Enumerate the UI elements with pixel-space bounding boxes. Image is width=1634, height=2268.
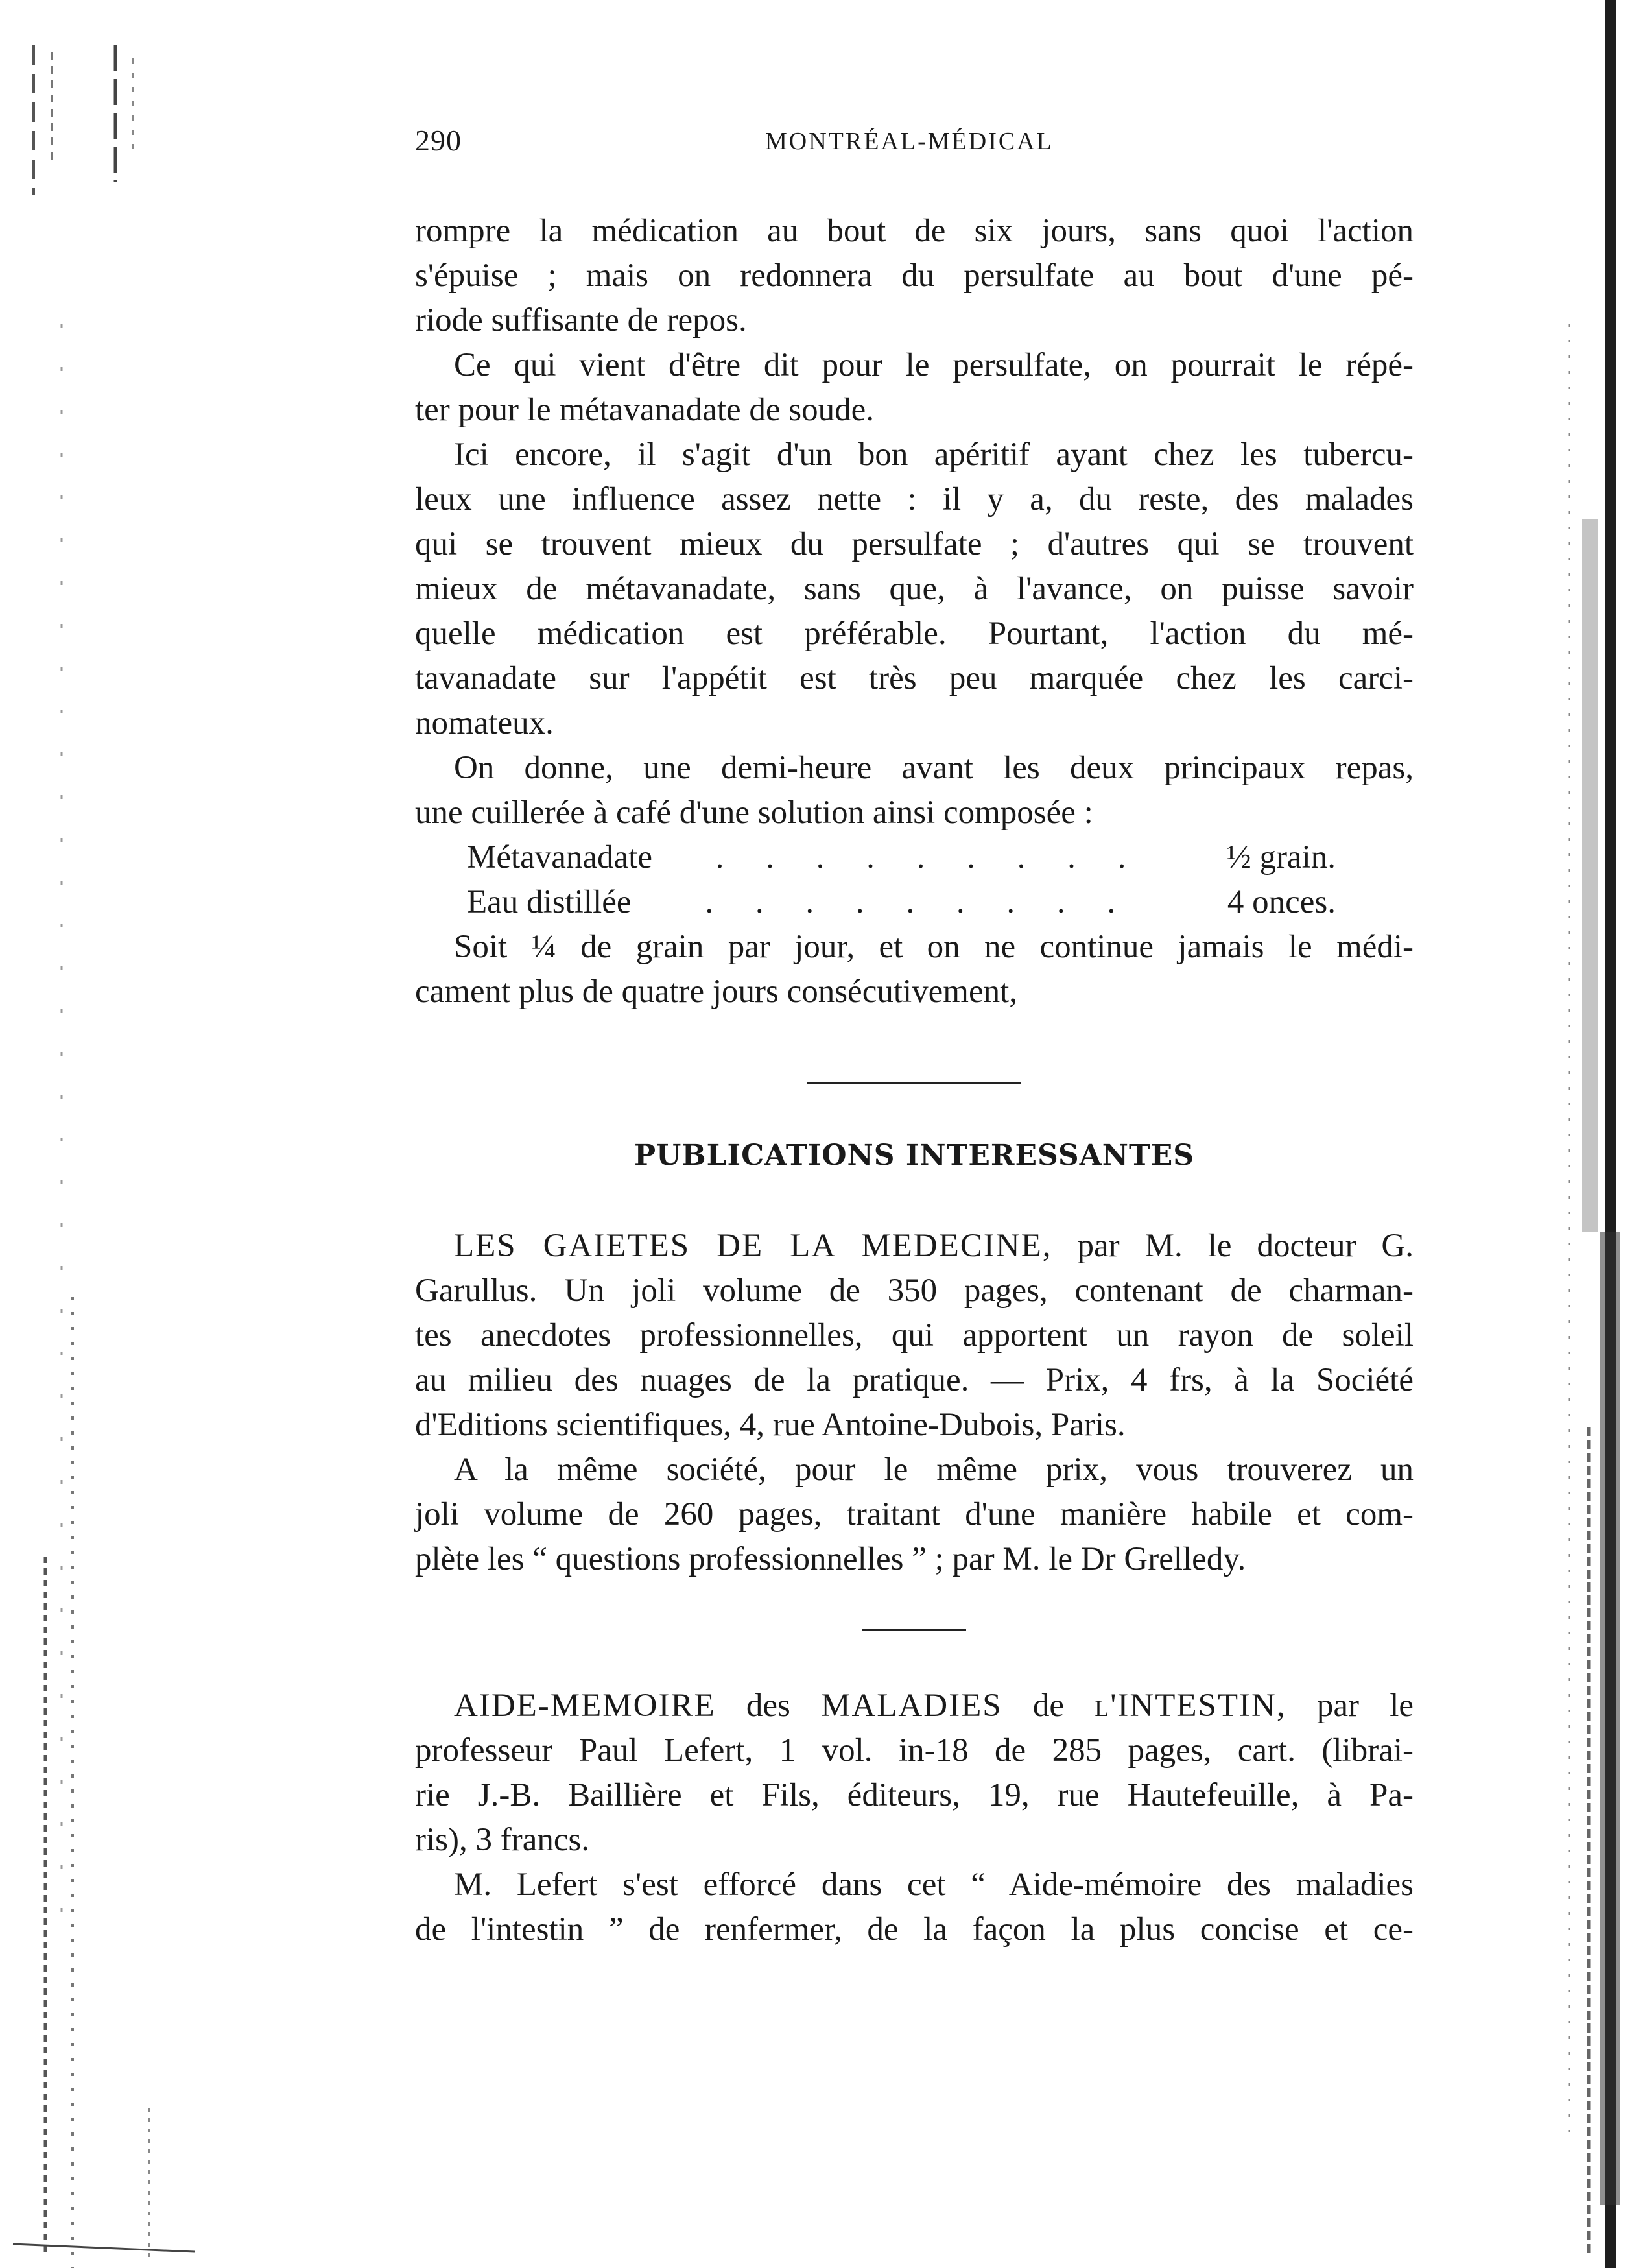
text-line: Soit ¼ de grain par jour, et on ne continue jamais le médi- [454, 929, 1414, 965]
text-line: ter pour le métavanadate de soude. [415, 392, 875, 428]
paragraph-aperitif [415, 433, 1414, 746]
section-divider [862, 1629, 966, 1631]
page-header [415, 123, 1414, 175]
text-line: une cuillerée à café d'une solution ainsi composée : [415, 794, 1093, 831]
paragraph-conclusion [415, 925, 1414, 1014]
section-divider [807, 1082, 1021, 1084]
recipe-dots: . . . . . . . . . [705, 884, 1133, 920]
publication-questions [415, 1448, 1414, 1582]
text-line: Ici encore, il s'agit d'un bon apéritif ayant chez les tubercu- [454, 436, 1414, 473]
text-line: M. Lefert s'est efforcé dans cet “ Aide-mémoire des maladies [454, 1867, 1414, 1903]
text-fragment: des [715, 1688, 822, 1724]
recipe-row [467, 880, 1336, 925]
text-line: professeur Paul Lefert, 1 vol. in-18 de 285 pages, cart. (librai- [415, 1732, 1414, 1769]
recipe-quantity: ½ grain. [1226, 839, 1336, 876]
recipe-quantity: 4 onces. [1227, 884, 1336, 920]
text-line: au milieu des nuages de la pratique. — Prix, 4 frs, à la Société [415, 1362, 1414, 1398]
text-line: leux une influence assez nette : il y a, du reste, des malades [415, 481, 1414, 518]
publication-title: AIDE-MEMOIRE [454, 1688, 716, 1724]
section-title: PUBLICATIONS INTERESSANTES [633, 1139, 1195, 1172]
text-line: On donne, une demi-heure avant les deux principaux repas, [454, 750, 1414, 786]
text-line: ris), 3 francs. [415, 1822, 590, 1858]
text-line: tes anecdotes professionnelles, qui apportent un rayon de soleil [415, 1317, 1414, 1354]
publication-title: l'INTESTIN, [1095, 1688, 1286, 1724]
text-line: cament plus de quatre jours consécutivement, [415, 973, 1018, 1010]
text-line: d'Editions scientifiques, 4, rue Antoine-Dubois, Paris. [415, 1407, 1126, 1443]
text-line: tavanadate sur l'appétit est très peu marquée chez les carci- [415, 660, 1414, 697]
paragraph-lefert [415, 1863, 1414, 1952]
text-line: qui se trouvent mieux du persulfate ; d'autres qui se trouvent [415, 526, 1414, 562]
recipe-list [467, 835, 1336, 925]
scan-edge-left [0, 0, 214, 2268]
text-line [415, 1224, 1414, 1269]
text-line: Garullus. Un joli volume de 350 pages, contenant de charman- [415, 1272, 1414, 1309]
publication-gaietes [415, 1224, 1414, 1448]
recipe-dots: . . . . . . . . . [715, 839, 1143, 876]
paragraph-metavanadate [415, 343, 1414, 433]
page-number: 290 [415, 124, 462, 157]
text-fragment: par le [1286, 1688, 1414, 1724]
text-line: rompre la médication au bout de six jours, sans quoi l'action [415, 213, 1414, 249]
text-line: riode suffisante de repos. [415, 302, 747, 339]
text-line: rie J.-B. Baillière et Fils, éditeurs, 19, rue Hautefeuille, à Pa- [415, 1777, 1414, 1813]
text-line: s'épuise ; mais on redonnera du persulfate au bout d'une pé- [415, 257, 1414, 294]
text-line: nomateux. [415, 705, 554, 741]
publication-title: LES GAIETES DE LA MEDECINE, [454, 1228, 1052, 1264]
paragraph-dosage [415, 746, 1414, 835]
recipe-item: Métavanadate [467, 839, 653, 876]
text-line [415, 1684, 1414, 1728]
text-line: A la même société, pour le même prix, vous trouverez un [454, 1451, 1414, 1488]
recipe-item: Eau distillée [467, 884, 632, 920]
publication-title: MALADIES [821, 1688, 1002, 1724]
scan-edge-right [1543, 0, 1634, 2268]
text-line: mieux de métavanadate, sans que, à l'avance, on puisse savoir [415, 571, 1414, 607]
text-line: joli volume de 260 pages, traitant d'une manière habile et com- [415, 1496, 1414, 1533]
text-fragment: par M. le docteur G. [1052, 1228, 1414, 1264]
recipe-row [467, 835, 1336, 880]
text-line: plète les “ questions professionnelles ” ; par M. le Dr Grelledy. [415, 1541, 1246, 1577]
paragraph-medication [415, 209, 1414, 343]
running-title: MONTRÉAL-MÉDICAL [765, 128, 1054, 155]
text-line: de l'intestin ” de renfermer, de la façon la plus concise et ce- [415, 1911, 1414, 1948]
text-line: quelle médication est préférable. Pourtant, l'action du mé- [415, 615, 1414, 652]
publication-aide-memoire [415, 1684, 1414, 1863]
text-fragment: de [1002, 1688, 1095, 1724]
text-line: Ce qui vient d'être dit pour le persulfate, on pourrait le répé- [454, 347, 1414, 383]
